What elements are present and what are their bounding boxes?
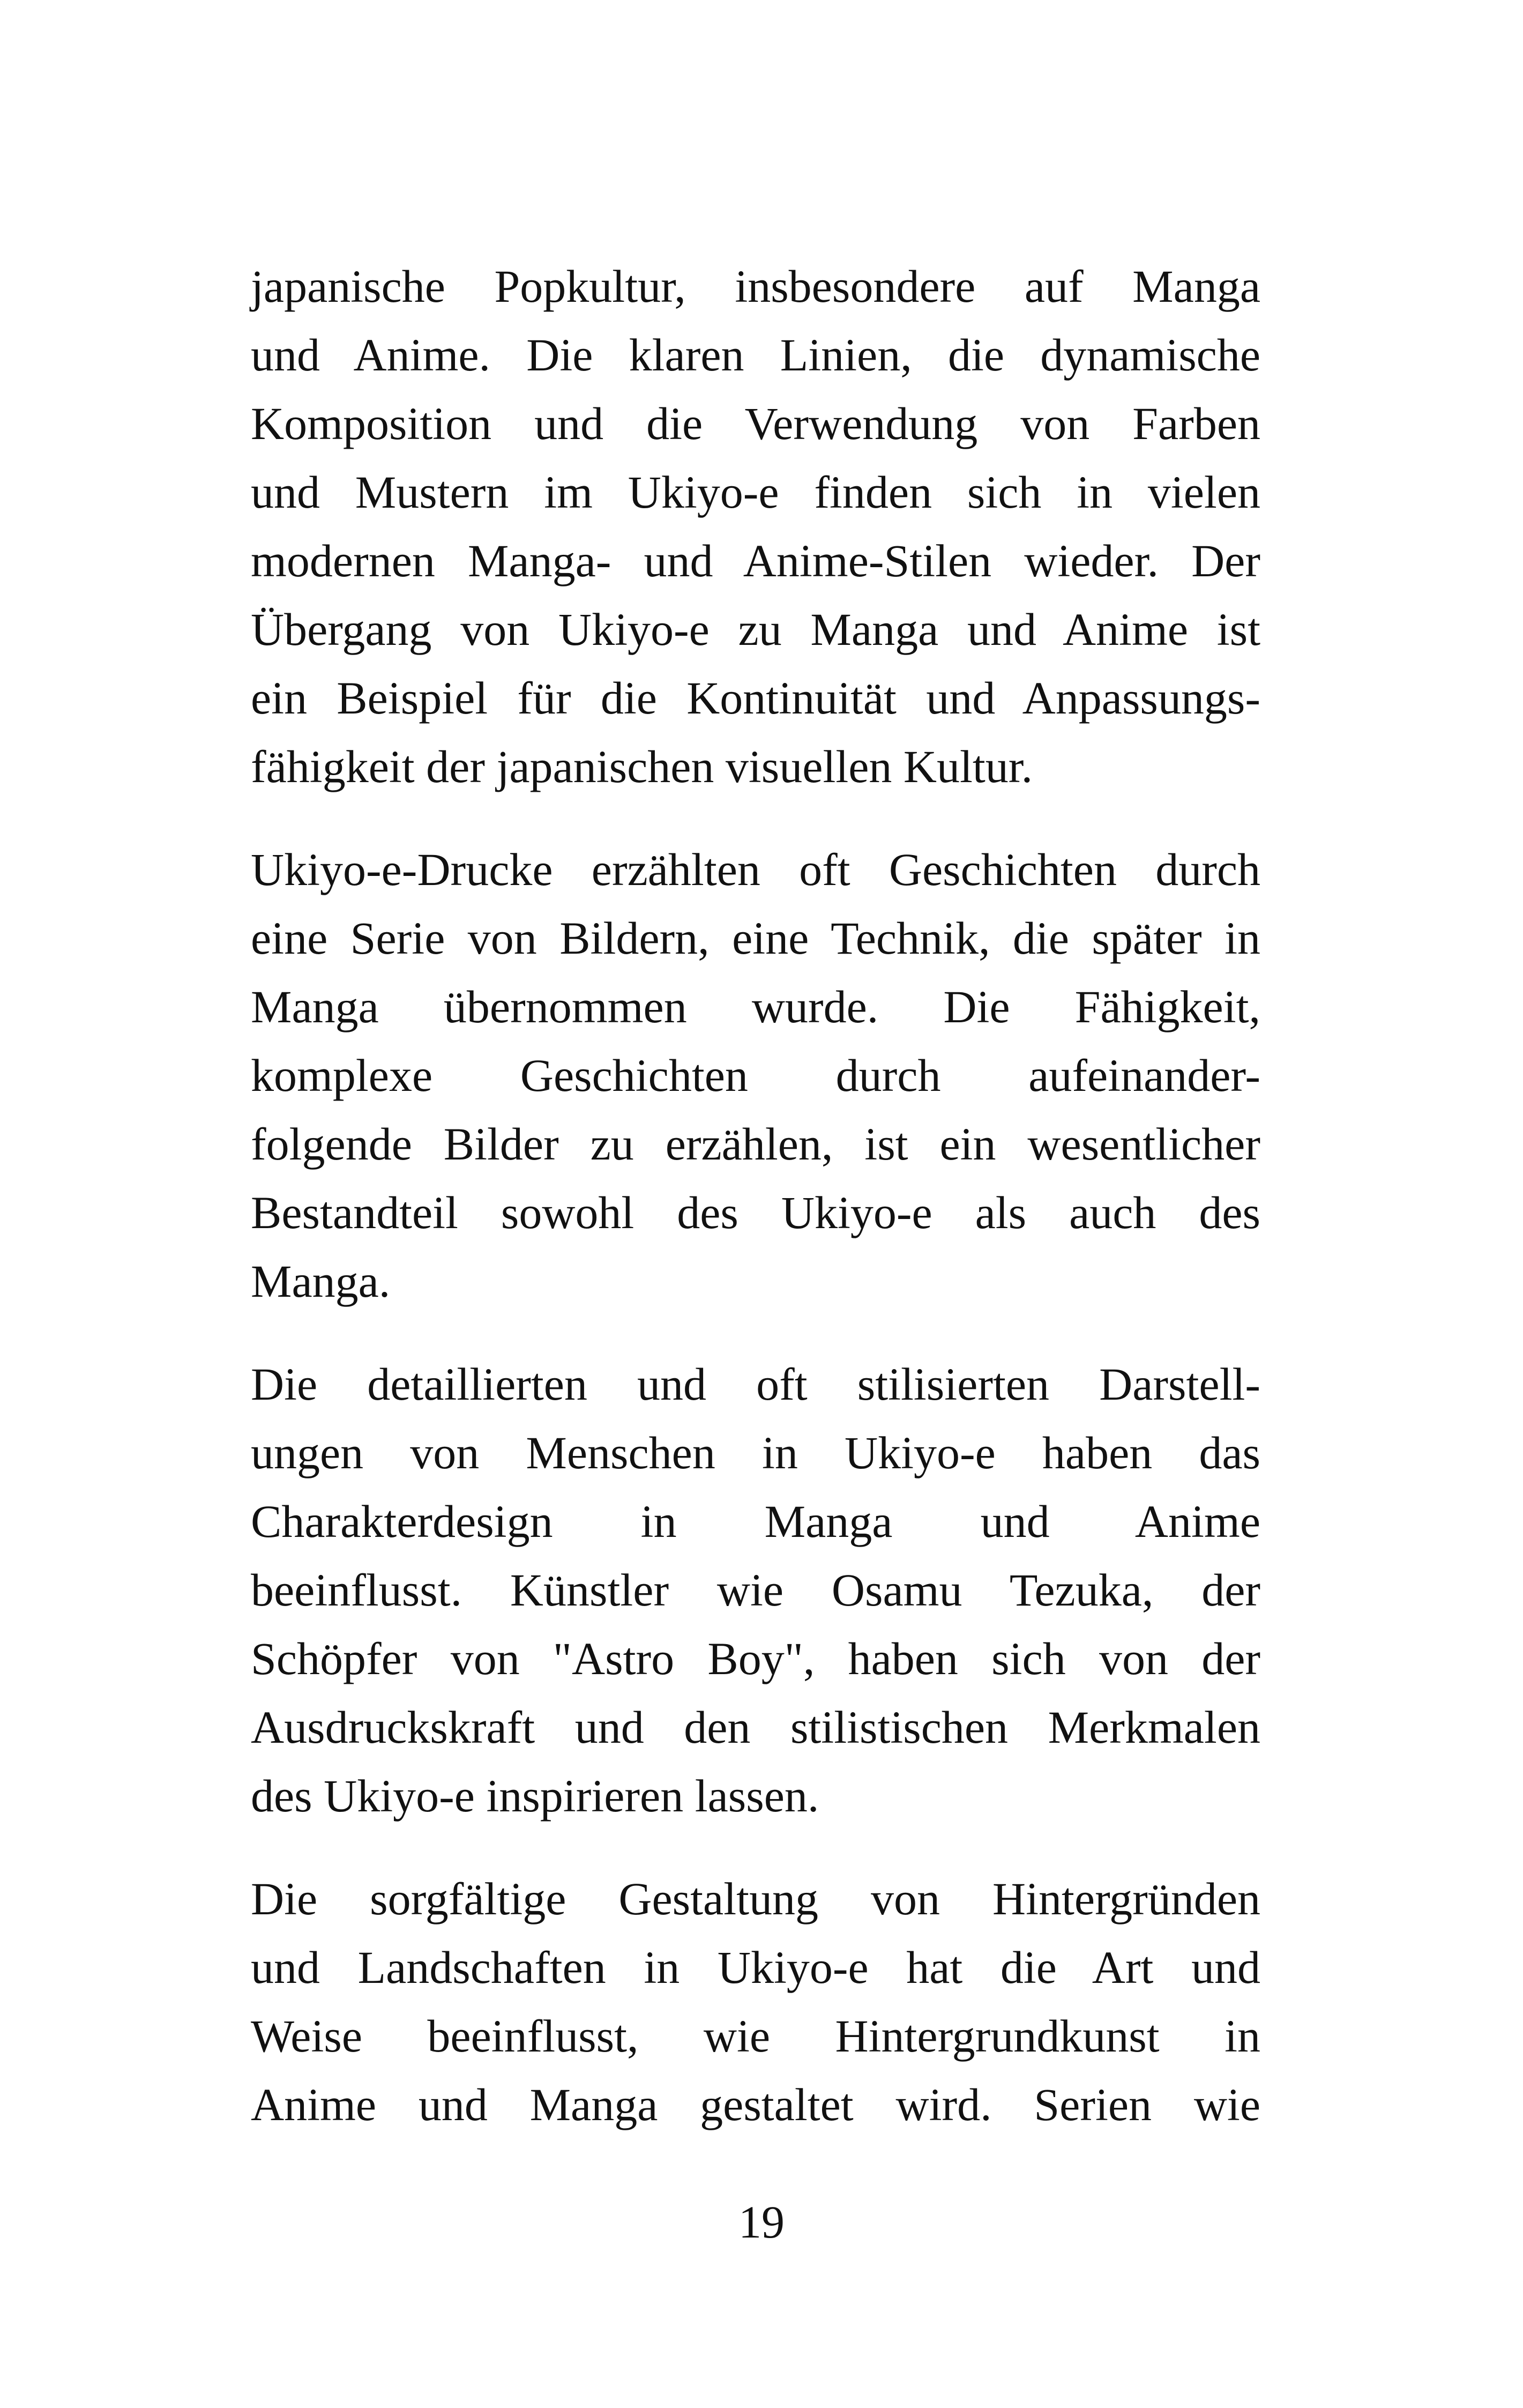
text-line: Bestandteil sowohl des Ukiyo-e als auch des — [251, 1187, 1260, 1238]
text-line: Komposition und die Verwendung von Farben — [251, 398, 1260, 449]
text-line: und Landschaften in Ukiyo-e hat die Art und — [251, 1942, 1260, 1993]
text-line: Manga übernommen wurde. Die Fähigkeit, — [251, 981, 1260, 1032]
text-line: Manga. — [251, 1255, 391, 1307]
text-line: ein Beispiel für die Kontinuität und Anpassungs- — [251, 672, 1260, 724]
text-line: Die detaillierten und oft stilisierten Darstell- — [251, 1358, 1260, 1410]
text-line: eine Serie von Bildern, eine Technik, die später in — [251, 912, 1260, 964]
paragraph-4 — [251, 1864, 1260, 2139]
text-line: beeinflusst. Künstler wie Osamu Tezuka, der — [251, 1564, 1260, 1616]
text-line: modernen Manga- und Anime-Stilen wieder. Der — [251, 535, 1260, 586]
page-number: 19 — [738, 2196, 785, 2248]
text-line: Schöpfer von "Astro Boy", haben sich von der — [251, 1633, 1260, 1684]
text-line: Ausdruckskraft und den stilistischen Merkmalen — [251, 1701, 1260, 1753]
text-line: komplexe Geschichten durch aufeinander- — [251, 1050, 1260, 1101]
text-line: Die sorgfältige Gestaltung von Hintergründen — [251, 1873, 1260, 1924]
paragraph-1 — [251, 252, 1260, 801]
paragraph-3 — [251, 1350, 1260, 1830]
text-line: japanische Popkultur, insbesondere auf Manga — [251, 261, 1260, 312]
body-text — [251, 252, 1260, 2173]
text-line: Weise beeinflusst, wie Hintergrundkunst in — [251, 2010, 1260, 2062]
text-line: Charakterdesign in Manga und Anime — [251, 1496, 1260, 1547]
text-line: Übergang von Ukiyo-e zu Manga und Anime ist — [251, 604, 1260, 655]
paragraph-2 — [251, 835, 1260, 1316]
text-line: und Mustern im Ukiyo-e finden sich in vielen — [251, 466, 1260, 518]
text-line: folgende Bilder zu erzählen, ist ein wesentlicher — [251, 1118, 1260, 1170]
text-line: ungen von Menschen in Ukiyo-e haben das — [251, 1427, 1260, 1478]
text-line: Anime und Manga gestaltet wird. Serien wie — [251, 2079, 1260, 2130]
text-line: und Anime. Die klaren Linien, die dynamische — [251, 329, 1260, 381]
text-line: des Ukiyo-e inspirieren lassen. — [251, 1770, 819, 1822]
text-line: fähigkeit der japanischen visuellen Kultur. — [251, 741, 1033, 792]
text-line: Ukiyo-e-Drucke erzählten oft Geschichten durch — [251, 844, 1260, 895]
